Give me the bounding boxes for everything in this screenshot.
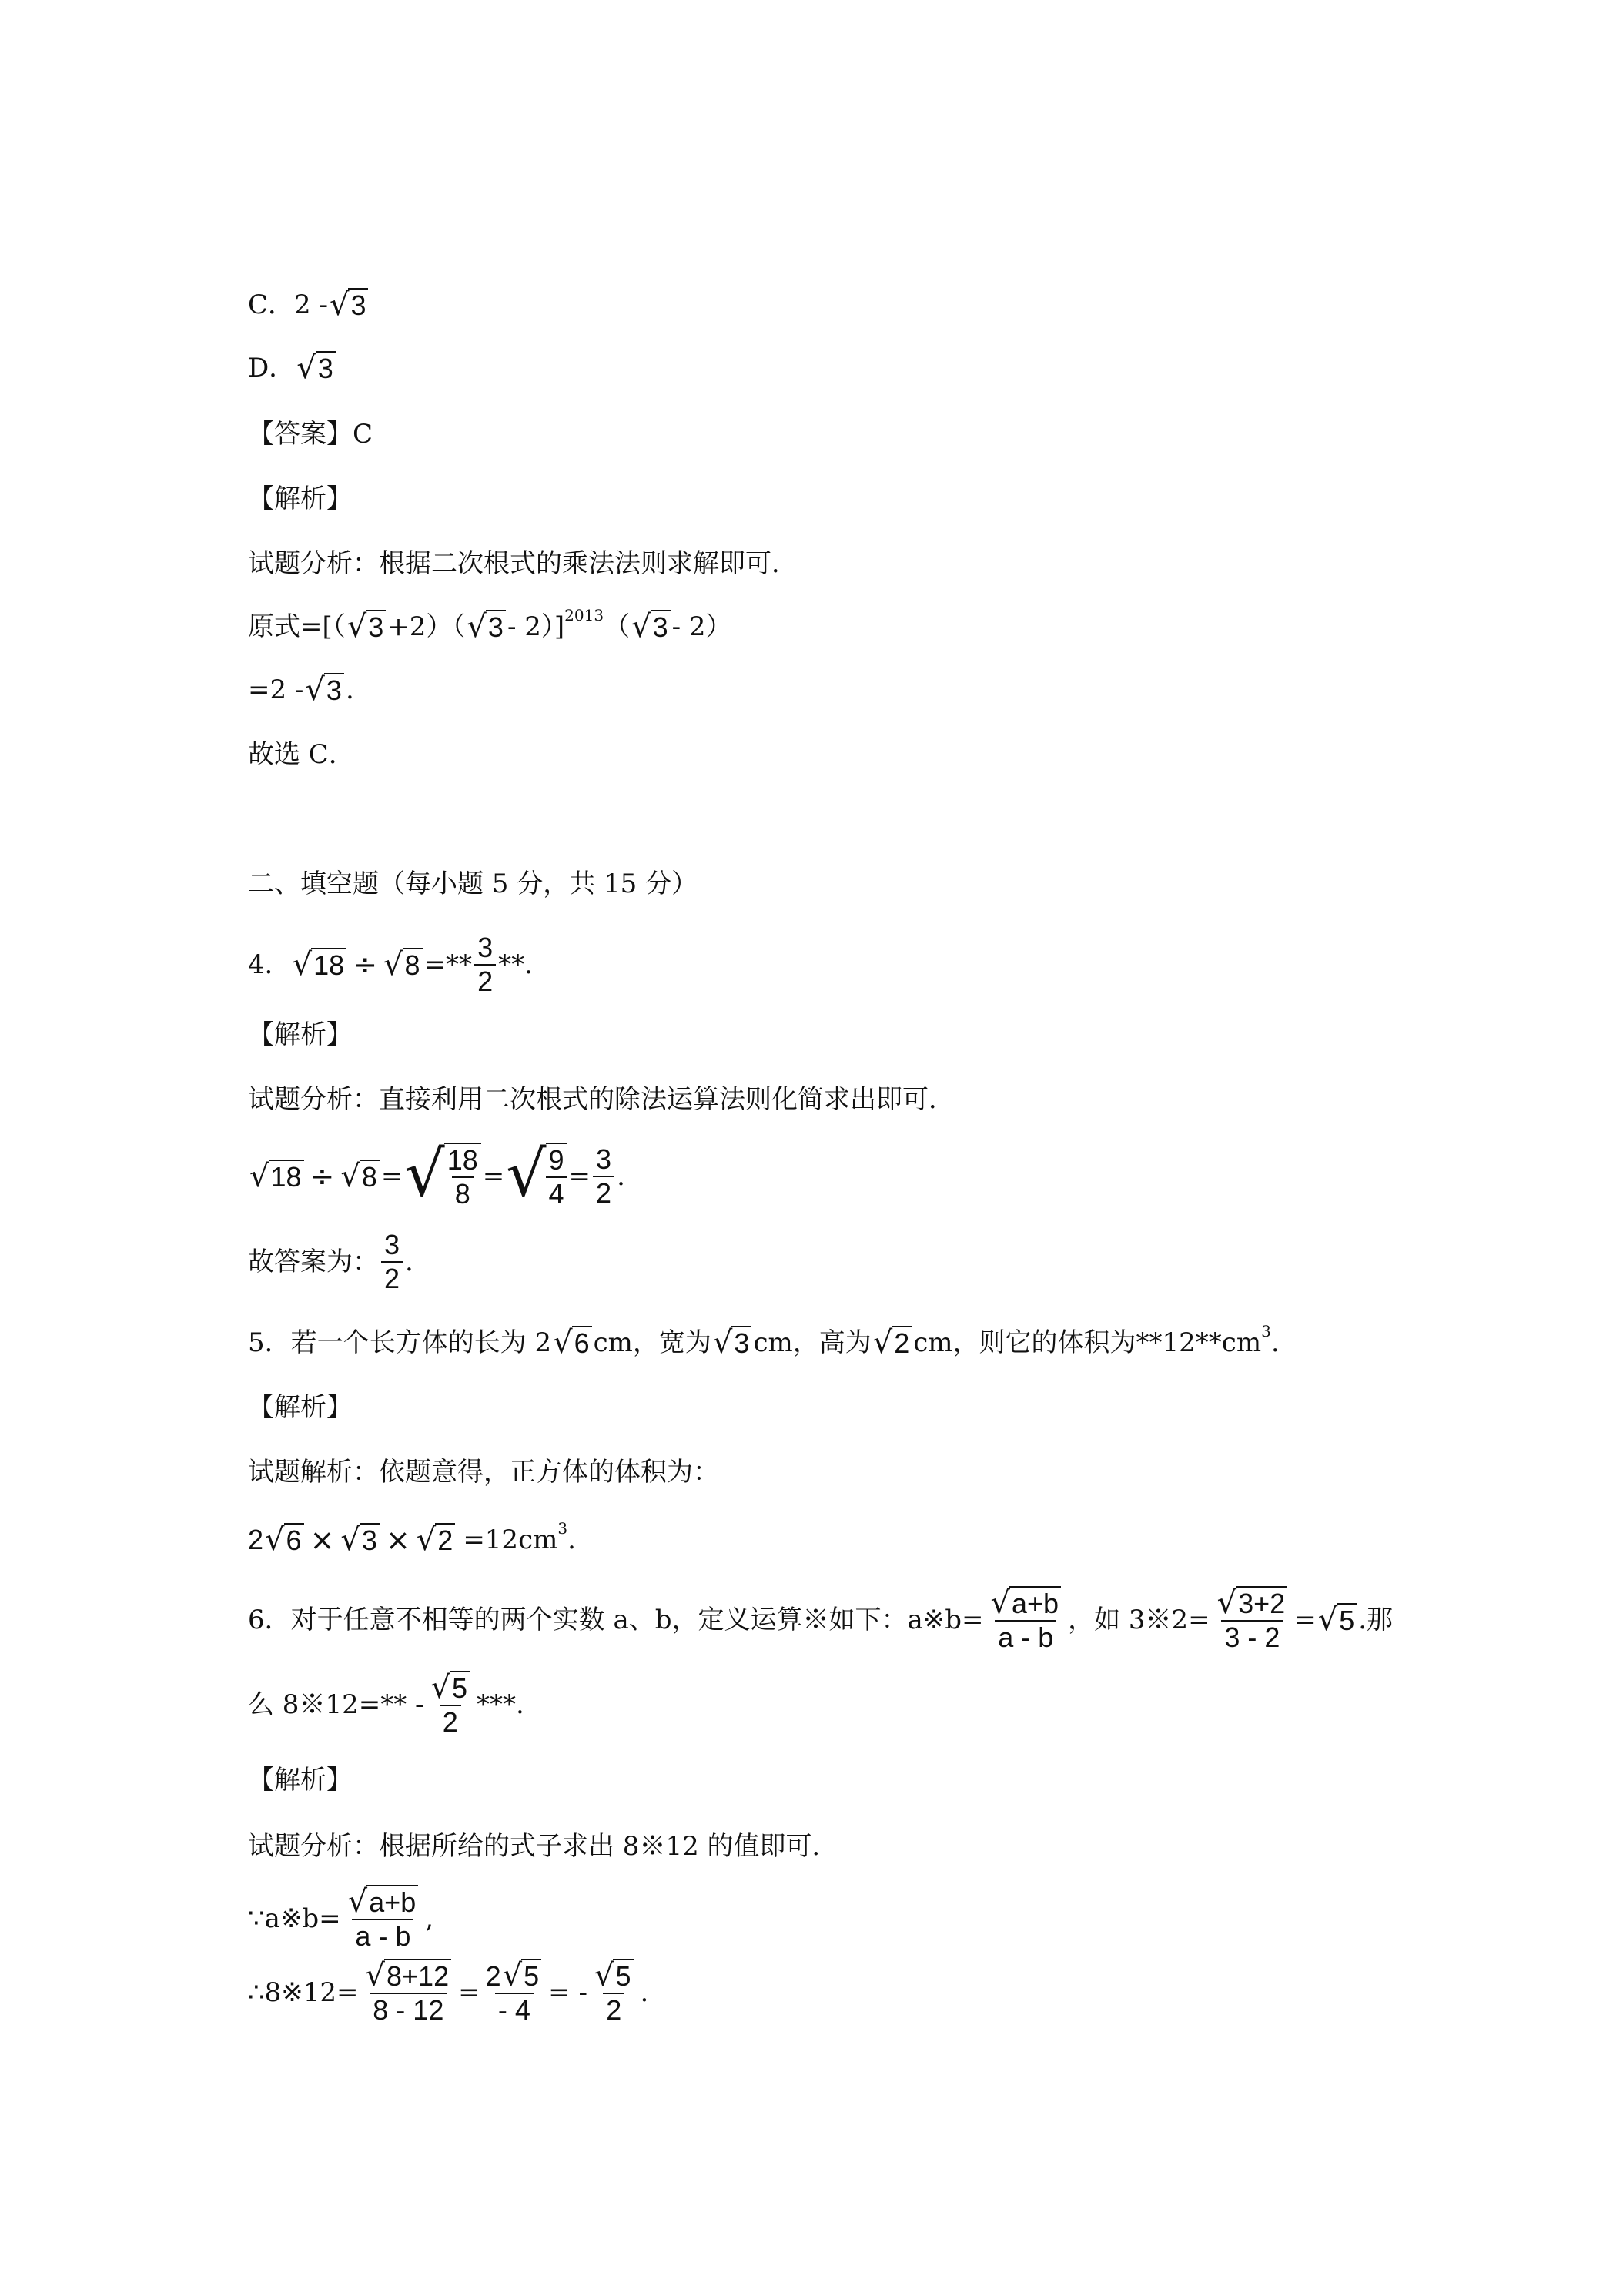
calc-text: - 2）] (507, 611, 565, 642)
sqrt-symbol: √ 8+12 (366, 1959, 452, 1993)
q3-choice: 故选 C． (248, 739, 355, 770)
calc-text: 原式=[（ (248, 611, 346, 642)
exponent: 3 (1261, 1322, 1271, 1340)
fraction-numerator: 3 (384, 1229, 400, 1260)
exponent: 3 (557, 1519, 568, 1538)
coefficient: 2 (485, 1960, 501, 1992)
sqrt-arg: 8 (403, 948, 423, 982)
q6-because-line (248, 1885, 433, 1953)
sqrt-arg: 2 (892, 1326, 912, 1360)
calc-text: 2 (248, 1524, 264, 1555)
calc-text: ∴8※12= (248, 1977, 359, 2008)
sqrt-arg: 6 (284, 1523, 304, 1557)
sqrt-symbol: √ a+b (991, 1586, 1062, 1620)
fraction (483, 1959, 547, 2027)
fraction-numerator: 9 (548, 1144, 564, 1176)
sqrt-symbol: √ 3+2 (1217, 1586, 1288, 1620)
question-number: 4． (248, 949, 291, 980)
fraction-numerator: 3 (477, 932, 494, 963)
fraction (427, 1671, 475, 1739)
answer-label: 【答案】 (248, 419, 353, 450)
sqrt-arg: 5 (450, 1671, 470, 1705)
q3-calc-line-2 (248, 673, 354, 707)
question-text: 6．对于任意不相等的两个实数 a、b，定义运算※如下：a※b= (248, 1605, 984, 1635)
q5-question (248, 1322, 1280, 1361)
answer-line (248, 417, 373, 451)
sqrt-symbol: √ 3 (296, 351, 336, 385)
sqrt-symbol: √ 3 (305, 673, 344, 707)
fraction-denominator: 8 (452, 1176, 474, 1210)
sqrt-arg: 18 (269, 1160, 304, 1193)
sqrt-symbol: √ 3 (340, 1523, 380, 1557)
sqrt-symbol: √ 3 (631, 610, 671, 644)
option-c (248, 288, 370, 322)
times-sign: × (310, 1523, 335, 1557)
fraction (381, 1229, 403, 1295)
q4-analysis-heading: 【解析】 (248, 1019, 353, 1050)
sqrt-symbol: √ 5 (594, 1959, 634, 1993)
sqrt-arg: a+b (366, 1885, 418, 1919)
calc-text: = (482, 1161, 505, 1192)
calc-text: - 2） (671, 611, 732, 642)
sqrt-symbol: √ 18 (249, 1160, 304, 1193)
fraction (361, 1959, 457, 2027)
divide-sign: ÷ (310, 1160, 335, 1193)
sqrt-symbol: √ 2 (417, 1523, 456, 1557)
fraction (593, 1143, 614, 1210)
sqrt-arg: a+b (1009, 1586, 1061, 1620)
calc-text: +2）（ (387, 611, 466, 642)
calc-text: ∵a※b= (248, 1903, 341, 1934)
fraction-denominator: 2 (593, 1176, 614, 1210)
times-sign: × (385, 1523, 410, 1557)
sqrt-arg: 3 (348, 288, 368, 322)
q6-analysis-text: 试题分析：根据所给的式子求出 8※12 的值即可． (248, 1831, 838, 1862)
sqrt-symbol: √ 8 (340, 1160, 380, 1193)
calc-text: . (617, 1161, 625, 1192)
calc-text: = (1294, 1605, 1317, 1635)
question-text: ，如 3※2= (1068, 1605, 1210, 1635)
fraction-denominator: 2 (603, 1993, 624, 2027)
calc-text: （ (604, 611, 631, 642)
fraction (986, 1586, 1066, 1654)
analysis-heading: 【解析】 (248, 484, 353, 514)
fraction-denominator: 2 (381, 1261, 403, 1295)
q5-calc-line (248, 1519, 576, 1558)
q5-analysis-heading: 【解析】 (248, 1392, 353, 1423)
fraction-numerator: 18 (447, 1144, 478, 1176)
question-text: ***. (477, 1689, 524, 1720)
sqrt-arg: 3 (360, 1523, 380, 1557)
calc-text: , (425, 1903, 434, 1934)
sqrt-symbol: √ 5 (503, 1959, 542, 1993)
sqrt-symbol: √ 3 (347, 610, 387, 644)
sqrt-arg: 2 (435, 1523, 455, 1557)
calc-text: =12cm (463, 1525, 558, 1555)
q4-answer-line (248, 1229, 413, 1295)
calc-text: = (380, 1161, 403, 1192)
q3-calc-line-1 (248, 606, 732, 644)
sqrt-symbol: √ 18 (293, 948, 347, 982)
sqrt-symbol: √ 2 (873, 1326, 912, 1360)
sqrt-symbol: √ 5 (431, 1671, 470, 1705)
option-d (248, 351, 337, 385)
q3-analysis-text: 试题分析：根据二次根式的乘法法则求解即可． (248, 548, 798, 579)
sqrt-symbol: √ 3 (467, 610, 506, 644)
q6-question-line-2 (248, 1671, 524, 1739)
question-text: 么 8※12=** - (248, 1689, 424, 1720)
sqrt-arg: 5 (521, 1959, 541, 1993)
question-text: 5．若一个长方体的长为 2 (248, 1327, 552, 1358)
sqrt-arg: 5 (1337, 1603, 1357, 1637)
calc-text: = - (548, 1977, 587, 2008)
sqrt-arg: 3 (316, 351, 336, 385)
q6-question-line-1 (248, 1586, 1393, 1654)
q6-analysis-heading: 【解析】 (248, 1765, 353, 1796)
fraction-denominator: 4 (546, 1176, 567, 1210)
sqrt-arg: 18 (311, 948, 346, 982)
sqrt-arg: 3 (486, 610, 506, 644)
fraction-denominator: 2 (474, 964, 496, 998)
sqrt-symbol: √ a+b (348, 1885, 419, 1919)
section-2-title: 二、填空题（每小题 5 分，共 15 分） (248, 869, 698, 899)
calc-text: . (567, 1525, 576, 1555)
question-text: .那 (1358, 1605, 1394, 1635)
sqrt-arg: 3 (651, 610, 671, 644)
fraction-denominator: - 4 (495, 1993, 534, 2027)
sqrt-arg: 8+12 (384, 1959, 451, 1993)
exponent: 2013 (564, 606, 604, 624)
calc-text: = (568, 1161, 591, 1192)
sqrt-arg: 3+2 (1236, 1586, 1287, 1620)
sqrt-symbol: √ 6 (553, 1326, 592, 1360)
sqrt-arg: 3 (731, 1326, 751, 1360)
calc-text: 故答案为： (248, 1247, 379, 1277)
fraction-numerator: 3 (596, 1143, 612, 1175)
fraction (1213, 1586, 1293, 1654)
sqrt-symbol: √ 8 (383, 948, 423, 982)
fraction (343, 1885, 423, 1953)
sqrt-arg: 8 (360, 1160, 380, 1193)
q6-therefore-line (248, 1959, 648, 2027)
sqrt-arg: 6 (572, 1326, 592, 1360)
sqrt-fraction: √ $\frac{18}{8}$ (404, 1143, 480, 1210)
fraction-denominator: 3 - 2 (1221, 1620, 1283, 1654)
calc-text: = (458, 1977, 480, 2008)
calc-text: **. (498, 949, 533, 980)
calc-text: =2 - (248, 674, 304, 705)
q4-question (248, 932, 533, 998)
sqrt-symbol: √ 3 (330, 288, 369, 322)
fraction (590, 1959, 638, 2027)
fraction-denominator: a - b (995, 1620, 1056, 1654)
calc-text: =** (423, 949, 473, 980)
question-text: . (1270, 1327, 1280, 1358)
q4-calc-line (248, 1138, 625, 1211)
divide-sign: ÷ (353, 948, 378, 982)
question-text: cm，高为 (753, 1327, 872, 1358)
option-c-label: C．2 - (248, 290, 328, 320)
fraction-denominator: 8 - 12 (370, 1993, 447, 2027)
question-text: cm，宽为 (593, 1327, 711, 1358)
sqrt-fraction: √ $\frac{9}{4}$ (506, 1143, 567, 1210)
sqrt-symbol: √ 3 (713, 1326, 752, 1360)
calc-text: . (345, 674, 354, 705)
q5-analysis-text: 试题解析：依题意得，正方体的体积为： (248, 1457, 719, 1488)
answer-value: C (353, 419, 373, 450)
fraction-denominator: 2 (440, 1705, 461, 1739)
question-text: cm，则它的体积为**12**cm (913, 1327, 1262, 1358)
calc-text: . (405, 1247, 413, 1277)
fraction-denominator: a - b (352, 1919, 413, 1953)
sqrt-arg: 3 (324, 673, 344, 707)
sqrt-symbol: √ 6 (265, 1523, 304, 1557)
calc-text: . (640, 1977, 649, 2008)
option-d-label: D． (248, 353, 296, 383)
sqrt-symbol: √ 5 (1318, 1603, 1357, 1637)
q4-analysis-text: 试题分析：直接利用二次根式的除法运算法则化简求出即可． (248, 1084, 955, 1115)
sqrt-arg: 3 (366, 610, 386, 644)
fraction (474, 932, 496, 998)
sqrt-arg: 5 (613, 1959, 633, 1993)
